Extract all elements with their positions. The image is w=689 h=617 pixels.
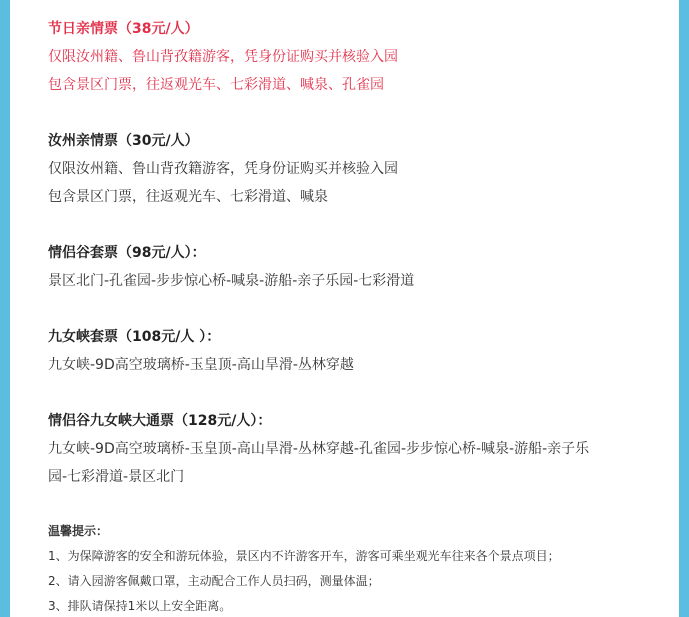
section-line: 仅限汝州籍、鲁山背孜籍游客，凭身份证购买并核验入园 (48, 49, 398, 65)
section-title-festival-family: 节日亲情票（38元/人） (48, 21, 199, 37)
section-title-ruzhou-family: 汝州亲情票（30元/人） (48, 133, 199, 149)
section-title-lovers-valley: 情侣谷套票（98元/人）： (48, 245, 206, 261)
tip-item: 3、排队请保持1米以上安全距离。 (48, 599, 232, 613)
section-line: 景区北门-孔雀园-步步惊心桥-喊泉-游船-亲子乐园-七彩滑道 (48, 273, 415, 289)
section-line: 包含景区门票，往返观光车、七彩滑道、喊泉、孔雀园 (48, 77, 384, 93)
tip-item: 2、请入园游客佩戴口罩，主动配合工作人员扫码，测量体温； (48, 574, 380, 588)
section-line: 九女峡-9D高空玻璃桥-玉皇顶-高山旱滑-丛林穿越 (48, 357, 354, 373)
left-accent-bar (0, 0, 10, 617)
tips-title: 温馨提示： (48, 524, 109, 538)
section-title-combo-pass: 情侣谷九女峡大通票（128元/人）： (48, 413, 272, 429)
section-line: 包含景区门票，往返观光车、七彩滑道、喊泉 (48, 189, 328, 205)
section-title-jiunv-gorge: 九女峡套票（108元/人 ）： (48, 329, 221, 345)
section-line: 九女峡-9D高空玻璃桥-玉皇顶-高山旱滑-丛林穿越-孔雀园-步步惊心桥-喊泉-游船-亲子乐 (48, 441, 590, 457)
section-line: 仅限汝州籍、鲁山背孜籍游客，凭身份证购买并核验入园 (48, 161, 398, 177)
tip-item: 1、为保障游客的安全和游玩体验，景区内不许游客开车，游客可乘坐观光车往来各个景点项目； (48, 549, 560, 563)
section-line: 园-七彩滑道-景区北门 (48, 469, 185, 485)
right-accent-bar (679, 0, 689, 617)
